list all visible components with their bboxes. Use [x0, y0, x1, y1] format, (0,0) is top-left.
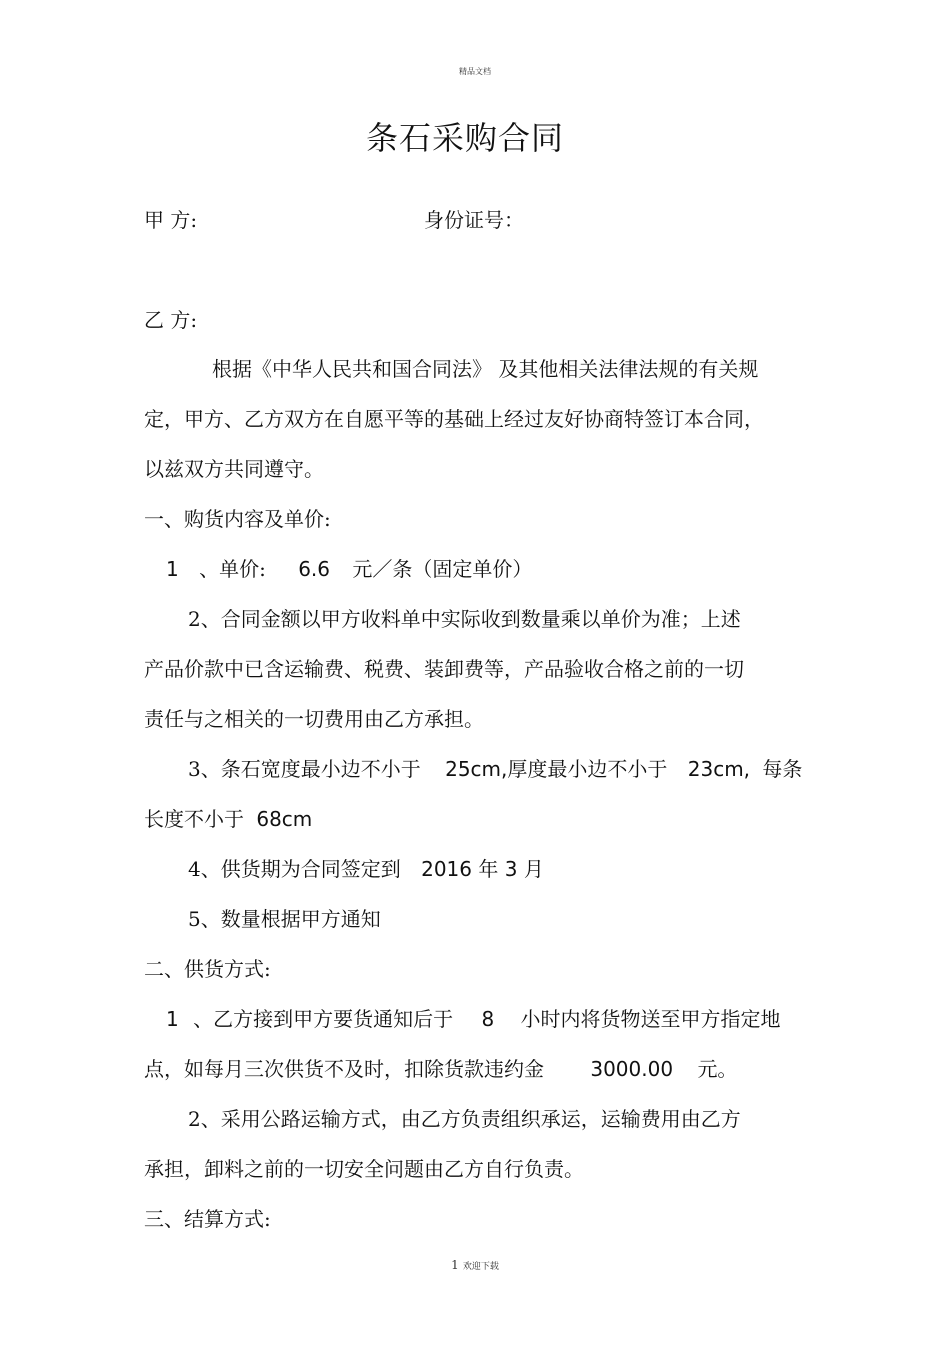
- item-1-2-line-2: 产品价款中已含运输费、税费、装卸费等，产品验收合格之前的一切: [144, 657, 744, 681]
- item-1-5: 5、数量根据甲方通知: [188, 907, 381, 931]
- penalty-text: 点，如每月三次供货不及时，扣除货款违约金: [144, 1057, 544, 1081]
- item-2-1-line-2: [144, 1057, 737, 1081]
- party-b-label: 乙 方:: [144, 308, 198, 332]
- item-1-2-line-1: 2、合同金额以甲方收料单中实际收到数量乘以单价为准；上述: [188, 607, 741, 631]
- thickness-requirement-text: 厚度最小边不小于: [507, 757, 668, 781]
- intro-line-1: 根据《中华人民共和国合同法》 及其他相关法律法规的有关规: [212, 357, 759, 381]
- intro-line-3: 以兹双方共同遵守。: [144, 457, 324, 481]
- length-requirement-text: 长度不小于: [144, 807, 244, 831]
- per-piece-text: 每条: [762, 757, 803, 781]
- item-number: 1: [166, 1007, 179, 1031]
- unit-price-unit: 元／条（固定单价）: [352, 557, 533, 581]
- delivery-hours: 8: [481, 1007, 495, 1031]
- delivery-notice-text: 、乙方接到甲方要货通知后于: [193, 1007, 454, 1031]
- item-1-1: [166, 557, 532, 581]
- item-2-1-line-1: [166, 1007, 781, 1031]
- item-1-4: [188, 857, 544, 881]
- item-2-2-line-2: 承担，卸料之前的一切安全问题由乙方自行负责。: [144, 1157, 584, 1181]
- min-width-value: 25cm,: [445, 757, 508, 781]
- currency-unit: 元。: [697, 1057, 738, 1081]
- penalty-amount: 3000.00: [590, 1057, 674, 1081]
- section-1-heading: 一、购货内容及单价:: [144, 507, 331, 531]
- supply-period-text: 4、供货期为合同签定到: [188, 857, 401, 881]
- min-thickness-value: 23cm,: [687, 757, 751, 781]
- intro-line-2: 定，甲方、乙方双方在自愿平等的基础上经过友好协商特签订本合同，: [144, 407, 764, 431]
- unit-price-value: 6.6: [298, 557, 331, 581]
- section-2-heading: 二、供货方式:: [144, 957, 271, 981]
- year-char: 年: [478, 857, 499, 881]
- item-number: 1: [166, 557, 179, 581]
- supply-year: 2016: [421, 857, 472, 881]
- item-1-2-line-3: 责任与之相关的一切费用由乙方承担。: [144, 707, 484, 731]
- id-number-label: 身份证号：: [424, 208, 524, 232]
- item-1-3-line-2: [144, 807, 312, 831]
- page-number: 1: [451, 1258, 459, 1272]
- page-footer: [0, 1258, 950, 1272]
- item-2-2-line-1: 2、采用公路运输方式，由乙方负责组织承运，运输费用由乙方: [188, 1107, 741, 1131]
- document-title: 条石采购合同: [365, 119, 564, 157]
- supply-month: 3: [504, 857, 518, 881]
- footer-text: 欢迎下载: [462, 1262, 499, 1272]
- party-a-label: 甲 方:: [144, 208, 198, 232]
- min-length-value: 68cm: [256, 807, 313, 831]
- width-requirement-text: 3、条石宽度最小边不小于: [188, 757, 421, 781]
- page-header-watermark: 精品文档: [459, 67, 491, 76]
- section-3-heading: 三、结算方式:: [144, 1207, 271, 1231]
- delivery-location-text: 小时内将货物送至甲方指定地: [520, 1007, 781, 1031]
- item-1-3-line-1: [188, 757, 802, 781]
- unit-price-label: 、单价:: [199, 557, 266, 581]
- month-char: 月: [523, 857, 544, 881]
